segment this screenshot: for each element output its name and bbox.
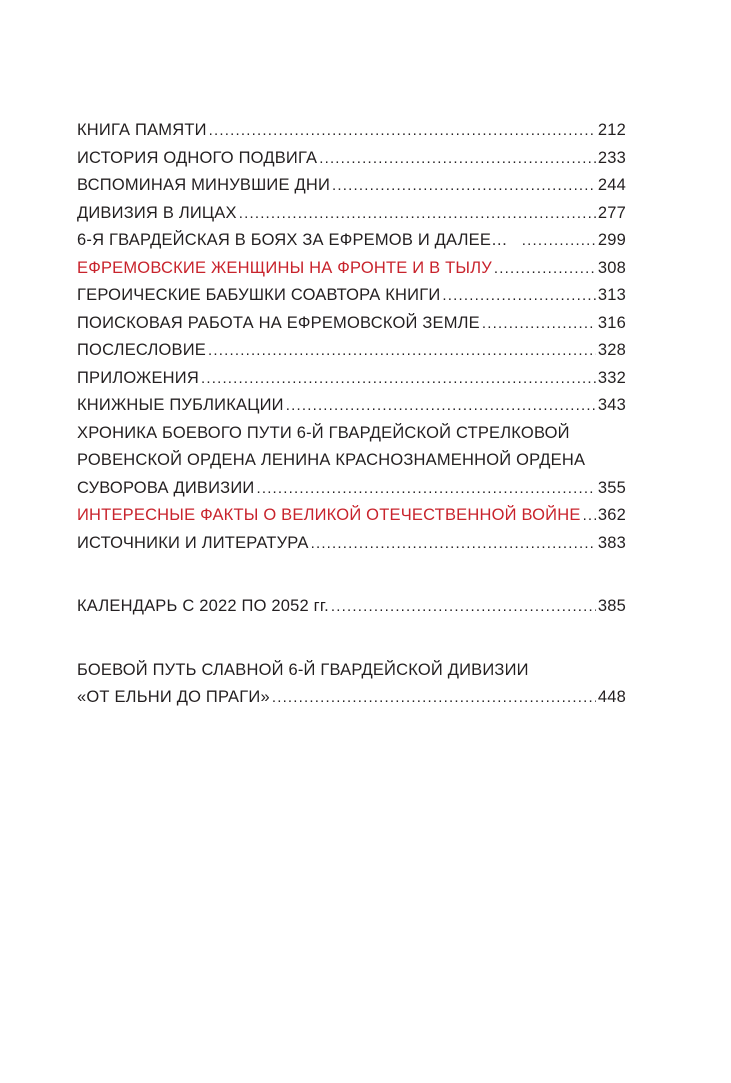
toc-entry-title-line: ХРОНИКА БОЕВОГО ПУТИ 6-Й ГВАРДЕЙСКОЙ СТРЕЛКОВОЙ	[77, 423, 570, 442]
toc-entry-page: 277	[597, 203, 626, 222]
toc-entry-title: ВСПОМИНАЯ МИНУВШИЕ ДНИ	[77, 176, 331, 194]
toc-entry-multiline[interactable]	[77, 657, 626, 712]
toc-entry-page: 244	[597, 176, 626, 194]
toc-entry-page: 383	[597, 533, 626, 552]
toc-entry-page: 316	[597, 313, 626, 332]
toc-entry-title: ЕФРЕМОВСКИЕ ЖЕНЩИНЫ НА ФРОНТЕ И В ТЫЛУ	[77, 258, 492, 277]
toc-entry-highlighted[interactable]	[77, 255, 626, 283]
toc-entry-title: КНИГА ПАМЯТИ	[77, 121, 207, 139]
toc-entry-page: 233	[597, 148, 626, 167]
toc-entry[interactable]	[77, 200, 626, 228]
toc-entry-title: ПРИЛОЖЕНИЯ	[77, 368, 199, 387]
toc-entry-page: 362	[597, 506, 626, 524]
table-of-contents	[77, 117, 626, 712]
toc-entry-title-line: РОВЕНСКОЙ ОРДЕНА ЛЕНИНА КРАСНОЗНАМЕННОЙ ОРДЕНА	[77, 451, 586, 469]
section-gap	[77, 557, 626, 593]
toc-entry-title: ГЕРОИЧЕСКИЕ БАБУШКИ СОАВТОРА КНИГИ	[77, 286, 441, 304]
dot-leader	[583, 502, 596, 530]
dot-leader	[272, 684, 596, 712]
toc-entry-page: 448	[597, 688, 626, 706]
toc-entry-page: 313	[597, 286, 626, 304]
dot-leader	[286, 392, 596, 420]
toc-entry-page: 355	[597, 478, 626, 497]
toc-entry-page: 328	[597, 341, 626, 359]
toc-entry-page: 343	[597, 396, 626, 414]
toc-entry-highlighted[interactable]	[77, 502, 626, 530]
dot-leader	[201, 365, 596, 393]
toc-entry[interactable]	[77, 172, 626, 200]
toc-entry-title: ДИВИЗИЯ В ЛИЦАХ	[77, 203, 237, 222]
toc-entry[interactable]	[77, 530, 626, 558]
toc-entry[interactable]	[77, 392, 626, 420]
dot-leader	[332, 172, 596, 200]
dot-leader	[311, 530, 596, 558]
toc-entry-title: ИСТОРИЯ ОДНОГО ПОДВИГА	[77, 148, 318, 167]
toc-entry-title: ПОСЛЕСЛОВИЕ	[77, 341, 206, 359]
dot-leader	[239, 200, 596, 228]
toc-entry-title: КАЛЕНДАРЬ С 2022 ПО 2052 гг.	[77, 597, 329, 615]
toc-entry-page: 385	[597, 597, 626, 615]
dot-leader	[319, 145, 596, 173]
toc-entry-title: 6-Я ГВАРДЕЙСКАЯ В БОЯХ ЗА ЕФРЕМОВ И ДАЛЕЕ…	[77, 231, 508, 249]
toc-entry-multiline[interactable]	[77, 420, 626, 503]
toc-entry[interactable]	[77, 227, 626, 255]
dot-leader	[442, 282, 595, 310]
dot-leader	[522, 227, 596, 255]
toc-entry-title: ИСТОЧНИКИ И ЛИТЕРАТУРА	[77, 533, 309, 552]
dot-leader	[209, 117, 596, 145]
dot-leader	[208, 337, 596, 365]
toc-entry-title: КНИЖНЫЕ ПУБЛИКАЦИИ	[77, 396, 284, 414]
toc-entry[interactable]	[77, 593, 626, 621]
section-gap	[77, 621, 626, 657]
toc-entry-title: СУВОРОВА ДИВИЗИИ	[77, 478, 255, 497]
toc-entry[interactable]	[77, 365, 626, 393]
dot-leader	[482, 310, 596, 338]
toc-entry[interactable]	[77, 145, 626, 173]
toc-entry-page: 308	[597, 258, 626, 277]
toc-entry[interactable]	[77, 282, 626, 310]
toc-entry-page: 299	[597, 231, 626, 249]
dot-leader	[256, 475, 595, 503]
dot-leader	[331, 593, 596, 621]
toc-entry[interactable]	[77, 117, 626, 145]
toc-entry[interactable]	[77, 337, 626, 365]
toc-entry-page: 332	[597, 368, 626, 387]
toc-entry-page: 212	[597, 121, 626, 139]
toc-entry-title-line: БОЕВОЙ ПУТЬ СЛАВНОЙ 6-Й ГВАРДЕЙСКОЙ ДИВИЗИИ	[77, 660, 529, 679]
toc-entry-title: ПОИСКОВАЯ РАБОТА НА ЕФРЕМОВСКОЙ ЗЕМЛЕ	[77, 313, 480, 332]
toc-entry-title: «ОТ ЕЛЬНИ ДО ПРАГИ»	[77, 688, 270, 706]
toc-entry[interactable]	[77, 310, 626, 338]
toc-entry-title: ИНТЕРЕСНЫЕ ФАКТЫ О ВЕЛИКОЙ ОТЕЧЕСТВЕННОЙ ВОЙНЕ	[77, 506, 581, 524]
dot-leader	[494, 255, 596, 283]
